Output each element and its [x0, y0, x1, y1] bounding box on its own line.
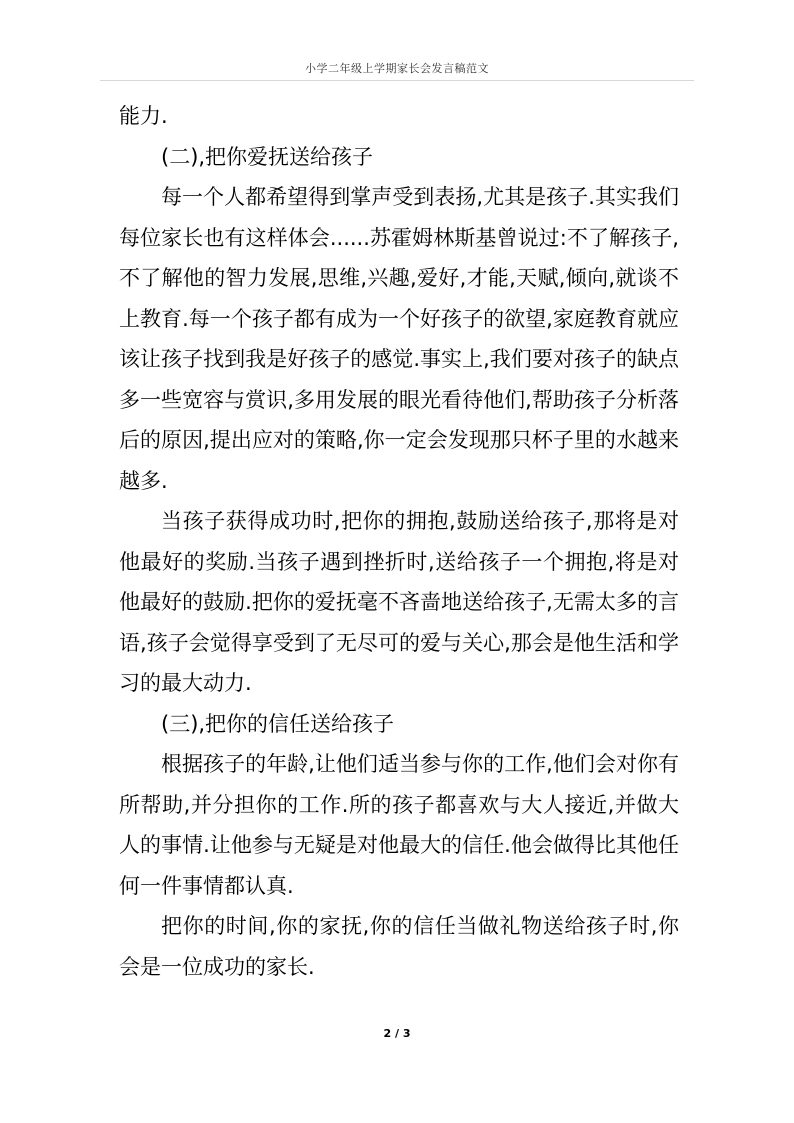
section-heading-3: (三),把你的信任送给孩子 [161, 711, 395, 736]
paragraph: 根据孩子的年龄,让他们适当参与你的工作,他们会对你有所帮助,并分担你的工作.所的孩子都喜欢与大人接近,并做大人的事情.让他参与无疑是对他最大的信任.他会做得比其他任何一件事情都认真. [119, 752, 679, 898]
paragraph: 当孩子获得成功时,把你的拥抱,鼓励送给孩子,那将是对他最好的奖励.当孩子遇到挫折时,送给孩子一个拥抱,将是对他最好的鼓励.把你的爱抚毫不吝啬地送给孩子,无需太多的言语,孩子会觉得享受到了无尽可的爱与关心,那会是他生活和学习的最大动力. [119, 509, 679, 695]
paragraph-continuation: 能力. [119, 104, 168, 128]
page-header-title: 小学二年级上学期家长会发言稿范文 [305, 62, 489, 75]
paragraph: 每一个人都希望得到掌声受到表扬,尤其是孩子.其实我们每位家长也有这样体会......苏霍姆林斯基曾说过:不了解孩子,不了解他的智力发展,思维,兴趣,爱好,才能,天赋,倾向,就谈不上教育.每一个孩子都有成为一个好孩子的欲望,家庭教育就应该让孩子找到我是好孩子的感觉.事实上,我们要对孩子的缺点多一些宽容与赏识,多用发展的眼光看待他们,帮助孩子分析落后的原因,提出应对的策略,你一定会发现那只杯子里的水越来越多. [119, 185, 679, 493]
document-body [119, 96, 679, 987]
section-heading-2: (二),把你爱抚送给孩子 [161, 144, 374, 169]
page-number: 2 / 3 [383, 1027, 411, 1040]
paragraph: 把你的时间,你的家抚,你的信任当做礼物送给孩子时,你会是一位成功的家长. [119, 914, 679, 979]
header-divider [100, 80, 694, 81]
